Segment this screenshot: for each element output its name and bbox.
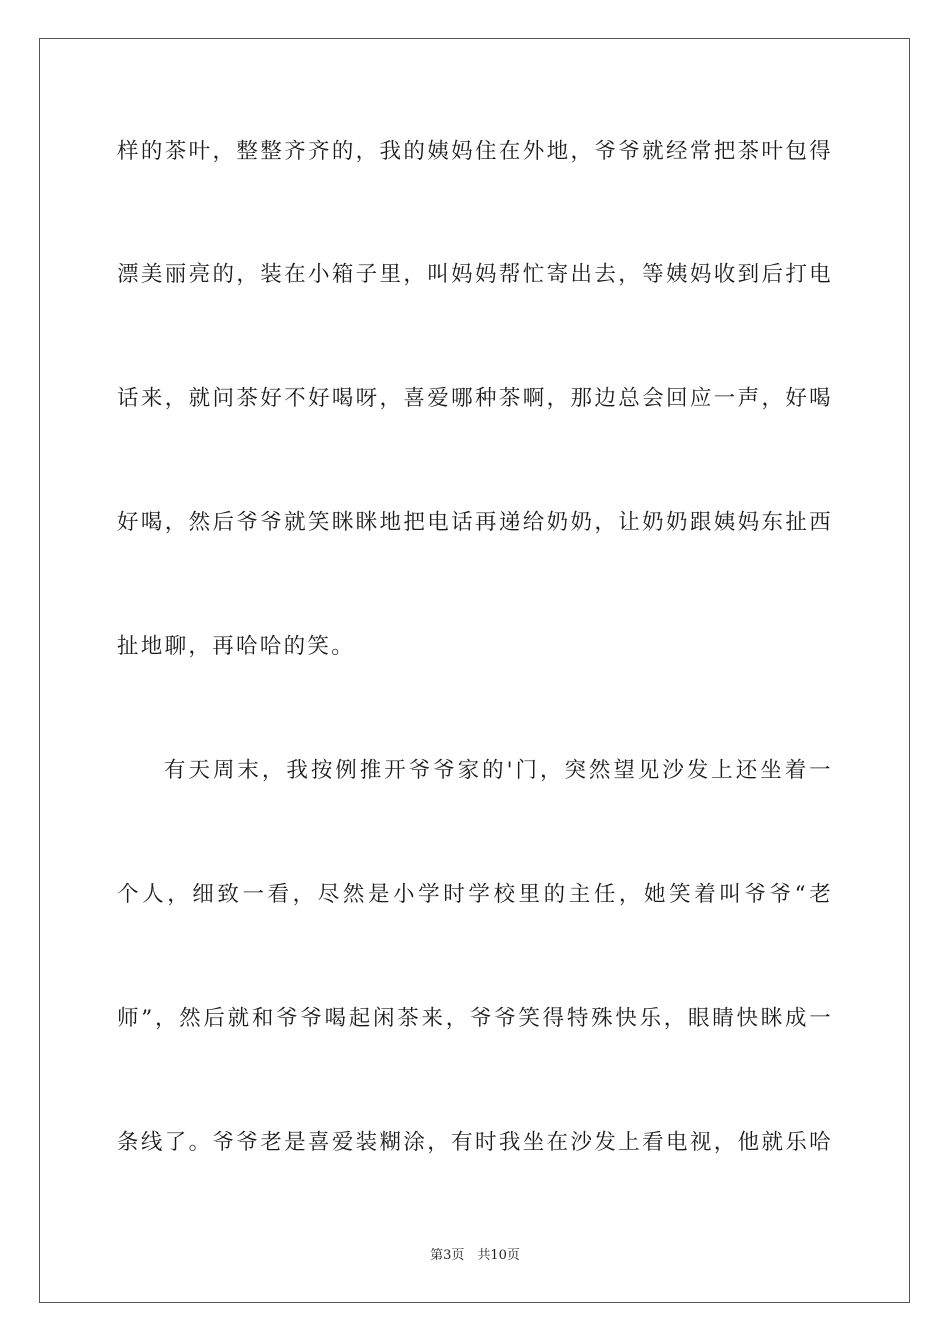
text-line-7: 个人，细致一看，尽然是小学时学校里的主任，她笑着叫爷爷“老 xyxy=(117,882,833,907)
text-line-6: 有天周末，我按例推开爷爷家的'门，突然望见沙发上还坐着一 xyxy=(164,758,833,783)
page-border xyxy=(39,38,910,1303)
text-line-1: 样的茶叶，整整齐齐的，我的姨妈住在外地，爷爷就经常把茶叶包得 xyxy=(117,139,833,164)
text-line-8: 师”，然后就和爷爷喝起闲茶来，爷爷笑得特殊快乐，眼睛快眯成一 xyxy=(117,1006,833,1031)
text-line-5: 扯地聊，再哈哈的笑。 xyxy=(117,634,356,659)
text-line-9: 条线了。爷爷老是喜爱装糊涂，有时我坐在沙发上看电视，他就乐哈 xyxy=(117,1130,833,1155)
text-line-4: 好喝，然后爷爷就笑眯眯地把电话再递给奶奶，让奶奶跟姨妈东扯西 xyxy=(117,510,833,535)
page-number-footer: 第3页 共10页 xyxy=(430,1248,520,1263)
text-line-3: 话来，就问茶好不好喝呀，喜爱哪种茶啊，那边总会回应一声，好喝 xyxy=(117,386,833,411)
text-line-2: 漂美丽亮的，装在小箱子里，叫妈妈帮忙寄出去，等姨妈收到后打电 xyxy=(117,262,833,287)
